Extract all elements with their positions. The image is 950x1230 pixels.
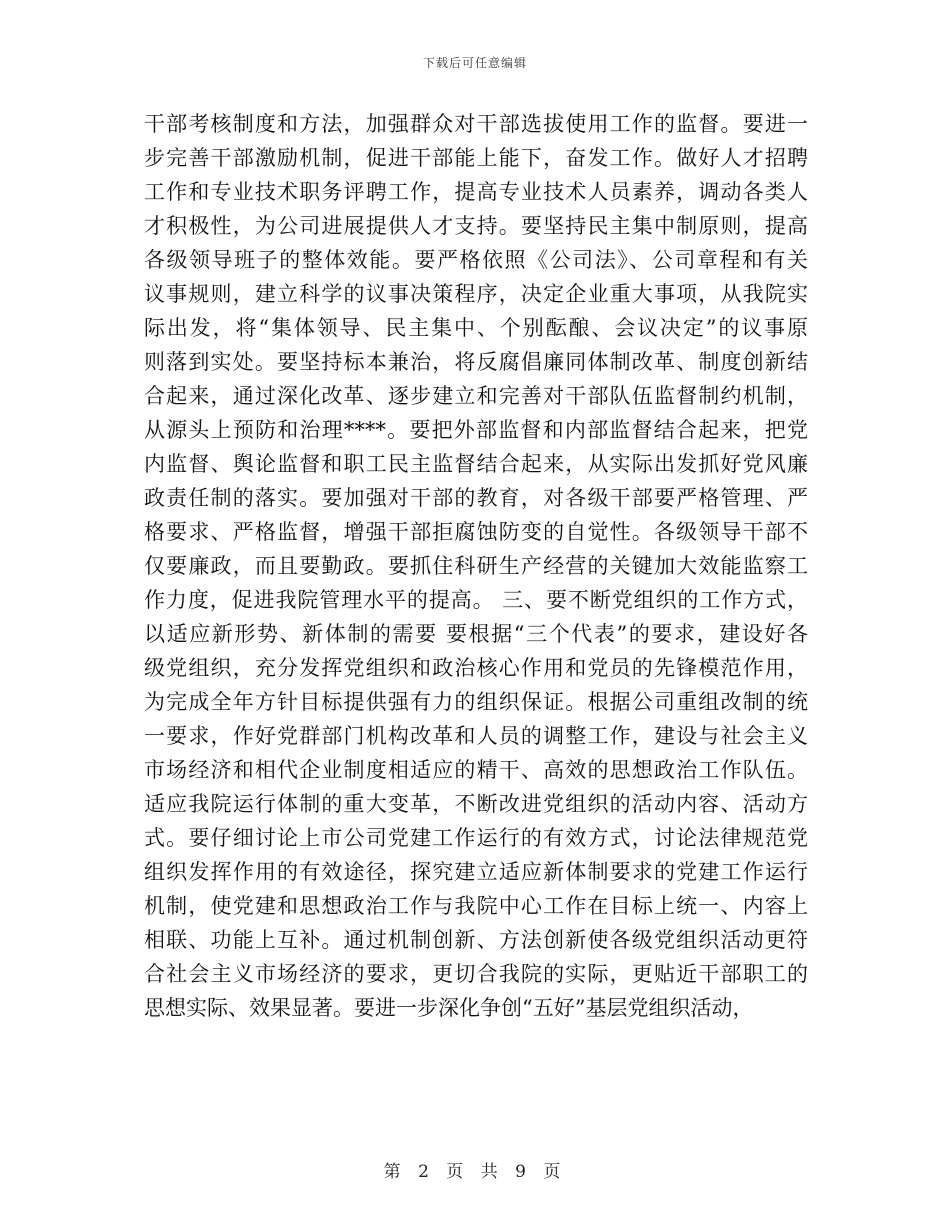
text-line: 级党组织，充分发挥党组织和政治核心作用和党员的先锋模范作用， <box>144 656 808 680</box>
text-line: 议事规则，建立科学的议事决策程序，决定企业重大事项，从我院实 <box>144 282 808 306</box>
text-line: 步完善干部激励机制，促进干部能上能下，奋发工作。做好人才招聘 <box>144 146 808 170</box>
text-line: 才积极性，为公司进展提供人才支持。要坚持民主集中制原则，提高 <box>144 214 808 238</box>
text-line: 合社会主义市场经济的要求，更切合我院的实际，更贴近干部职工的 <box>144 962 808 986</box>
body-paragraph <box>144 107 808 1025</box>
text-line: 际出发，将“集体领导、民主集中、个别酝酿、会议决定”的议事原 <box>144 316 808 340</box>
text-line: 作力度，促进我院管理水平的提高。 三、要不断党组织的工作方式， <box>144 588 808 612</box>
text-line: 仅要廉政，而且要勤政。要抓住科研生产经营的关键加大效能监察工 <box>144 554 808 578</box>
text-line: 为完成全年方针目标提供强有力的组织保证。根据公司重组改制的统 <box>144 690 808 714</box>
text-line: 式。要仔细讨论上市公司党建工作运行的有效方式，讨论法律规范党 <box>144 826 808 850</box>
text-line: 思想实际、效果显著。要进一步深化争创“五好”基层党组织活动， <box>144 996 754 1020</box>
text-line: 干部考核制度和方法，加强群众对干部选拔使用工作的监督。要进一 <box>144 112 808 136</box>
page-header: 下载后可任意编辑 <box>422 56 527 70</box>
text-line: 格要求、严格监督，增强干部拒腐蚀防变的自觉性。各级领导干部不 <box>144 520 808 544</box>
text-line: 内监督、舆论监督和职工民主监督结合起来，从实际出发抓好党风廉 <box>144 452 808 476</box>
text-line: 政责任制的落实。要加强对干部的教育，对各级干部要严格管理、严 <box>144 486 808 510</box>
text-line: 一要求，作好党群部门机构改革和人员的调整工作，建设与社会主义 <box>144 724 808 748</box>
text-line: 组织发挥作用的有效途径，探究建立适应新体制要求的党建工作运行 <box>144 860 808 884</box>
text-line: 合起来，通过深化改革、逐步建立和完善对干部队伍监督制约机制， <box>144 384 808 408</box>
text-line: 从源头上预防和治理****。要把外部监督和内部监督结合起来，把党 <box>144 418 808 442</box>
text-line: 相联、功能上互补。通过机制创新、方法创新使各级党组织活动更符 <box>144 928 808 952</box>
text-line: 则落到实处。要坚持标本兼治，将反腐倡廉同体制改革、制度创新结 <box>144 350 808 374</box>
text-line: 各级领导班子的整体效能。要严格依照《公司法》、公司章程和有关 <box>144 248 808 272</box>
text-line: 市场经济和相代企业制度相适应的精干、高效的思想政治工作队伍。 <box>144 758 808 782</box>
text-line: 以适应新形势、新体制的需要 要根据“三个代表”的要求，建设好各 <box>144 622 808 646</box>
page-footer: 第 2 页 共 9 页 <box>383 1162 567 1182</box>
text-line: 机制，使党建和思想政治工作与我院中心工作在目标上统一、内容上 <box>144 894 808 918</box>
text-line: 适应我院运行体制的重大变革，不断改进党组织的活动内容、活动方 <box>144 792 808 816</box>
text-line: 工作和专业技术职务评聘工作，提高专业技术人员素养，调动各类人 <box>144 180 808 204</box>
